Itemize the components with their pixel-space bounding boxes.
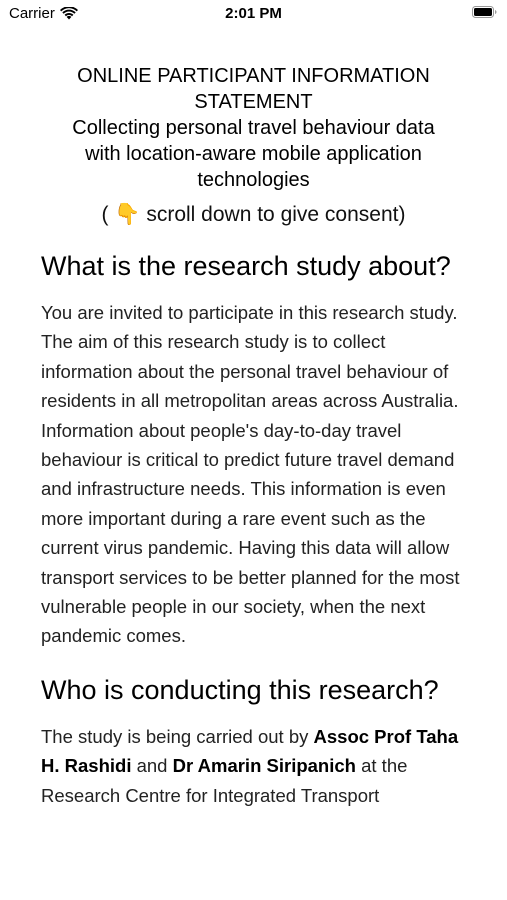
- section-body: You are invited to participate in this research study. The aim of this research study is to collect information about the personal travel behaviour of residents in all metropolitan areas across Australia. Information about people's day-to-day travel behaviour is critical to predict future travel demand and infrastructure needs. This information is even more important during a rare event such as the current virus pandemic. Having this data will allow transport services to be better planned for the most vulnerable people in our society, when the next pandemic comes.: [41, 302, 460, 647]
- title-line-2: STATEMENT: [194, 91, 313, 113]
- carrier-label: Carrier: [9, 5, 55, 22]
- section-who: [0, 673, 507, 810]
- status-time: 2:01 PM: [225, 5, 282, 22]
- researcher-name-2: Dr Amarin Siripanich: [172, 755, 356, 777]
- section-about: [0, 249, 507, 651]
- researcher-name-1: Assoc Prof Taha H. Rashidi: [41, 725, 459, 777]
- section-body: [41, 722, 466, 810]
- scroll-hint: ( 👇 scroll down to give consent): [101, 203, 406, 226]
- information-statement-title: [0, 63, 507, 193]
- battery-icon: [472, 6, 497, 18]
- title-line-5: technologies: [197, 169, 310, 191]
- title-line-4: with location-aware mobile application: [85, 143, 422, 165]
- title-line-1: ONLINE PARTICIPANT INFORMATION: [77, 65, 430, 87]
- section-heading: Who is conducting this research?: [41, 674, 439, 705]
- section-heading: What is the research study about?: [41, 251, 451, 281]
- body-connector: and: [131, 755, 173, 777]
- body-prefix: The study is being carried out by: [41, 725, 314, 747]
- status-bar: [0, 0, 507, 30]
- title-line-3: Collecting personal travel behaviour data: [72, 117, 435, 139]
- consent-content[interactable]: [0, 63, 507, 810]
- body-suffix: at the Research Centre for Integrated Transport: [41, 755, 408, 806]
